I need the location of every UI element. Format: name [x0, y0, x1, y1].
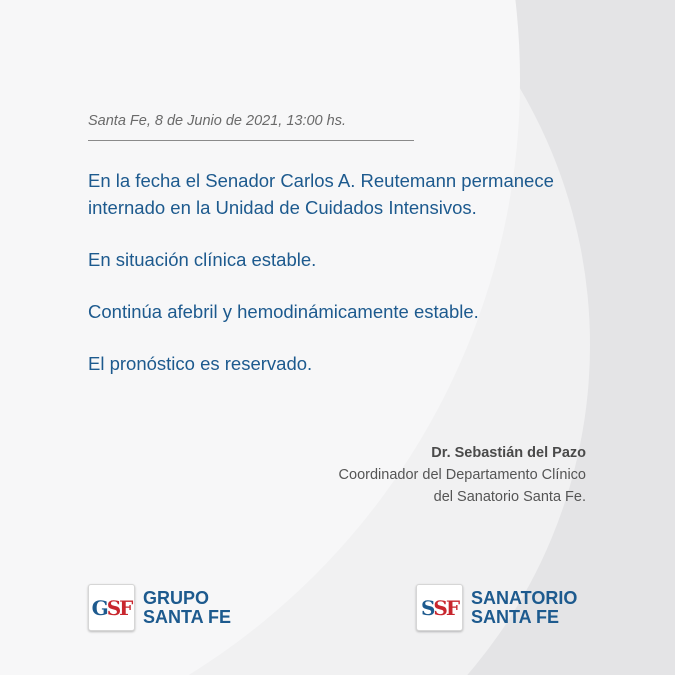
statement-paragraph: El pronóstico es reservado. [88, 353, 313, 374]
signatory-title: Coordinador del Departamento Clínico [338, 467, 586, 483]
divider [88, 140, 414, 141]
statement-paragraph: Continúa afebril y hemodinámicamente estable. [88, 301, 479, 322]
logo-wordmark: GRUPO SANTA FE [143, 587, 231, 627]
statement-paragraph: En situación clínica estable. [88, 249, 317, 270]
logo-wordmark: SANATORIO SANTA FE [471, 587, 578, 627]
gsf-logo-mark: G SF [88, 584, 135, 631]
date-line: Santa Fe, 8 de Junio de 2021, 13:00 hs. [88, 113, 346, 129]
sanatorio-santa-fe-logo [416, 584, 577, 631]
signatory-title: del Sanatorio Santa Fe. [433, 489, 586, 505]
grupo-santa-fe-logo [88, 584, 231, 631]
statement-paragraph: En la fecha el Senador Carlos A. Reutemann permanece internado en la Unidad de Cuidados Intensivos. [88, 170, 554, 218]
ssf-logo-mark: S SF [416, 584, 463, 631]
signatory-name: Dr. Sebastián del Pazo [431, 445, 586, 461]
statement-body [88, 167, 628, 402]
signature-block [339, 442, 586, 508]
